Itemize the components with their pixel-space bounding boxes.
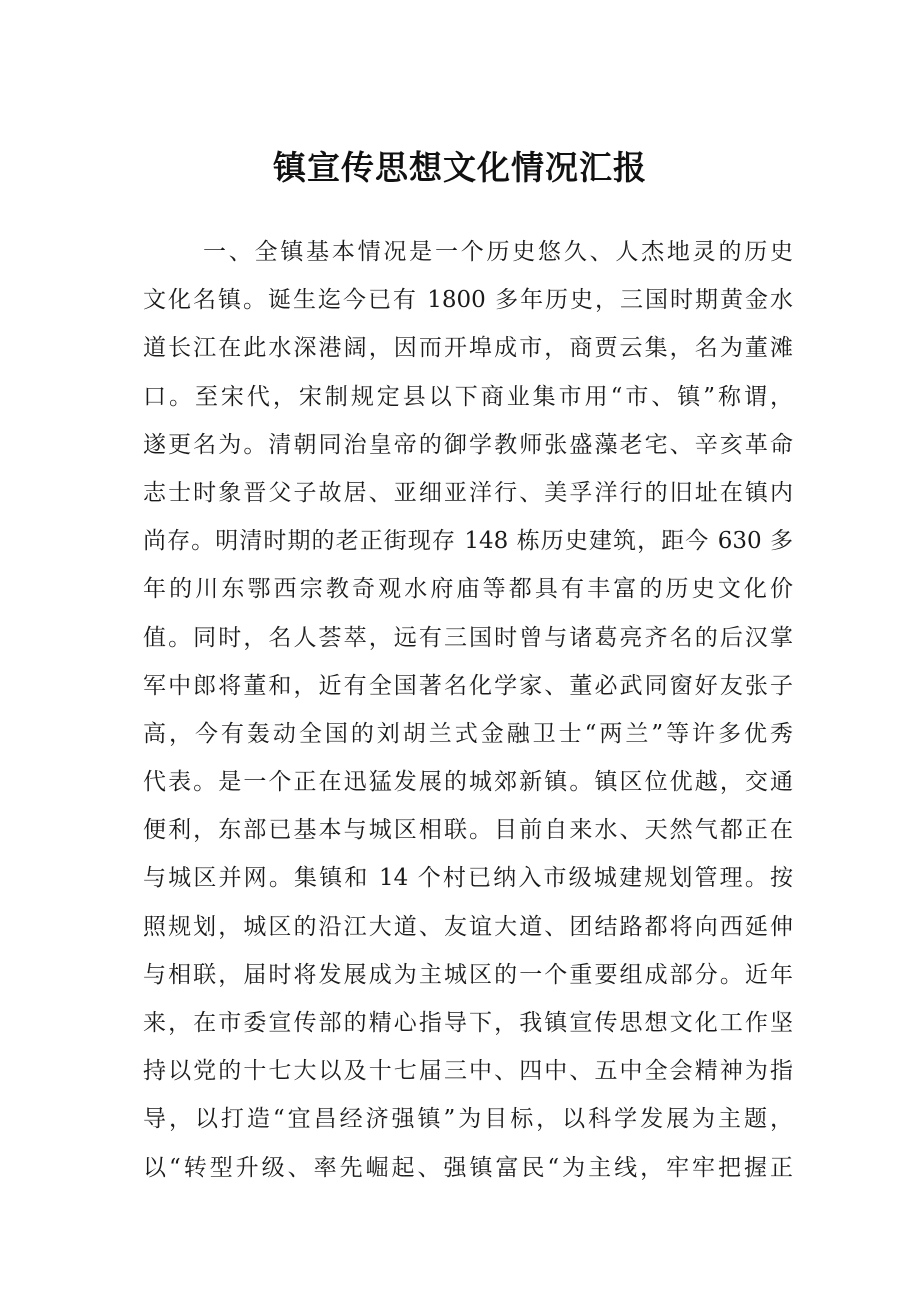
text-line: 持以党的十七大以及十七届三中、四中、五中全会精神为指: [143, 1058, 793, 1085]
text-line: 值。同时，名人荟萃，远有三国时曾与诸葛亮齐名的后汉掌: [143, 624, 793, 651]
text-line: 以“转型升级、率先崛起、强镇富民“为主线，牢牢把握正: [143, 1154, 793, 1181]
text-line: 口。至宋代，宋制规定县以下商业集市用“市、镇”称谓，: [143, 383, 793, 410]
text-line: 高，今有轰动全国的刘胡兰式金融卫士“两兰”等许多优秀: [143, 720, 793, 747]
text-line: 导，以打造“宜昌经济强镇”为目标，以科学发展为主题，: [143, 1106, 793, 1133]
text-line: 尚存。明清时期的老正街现存 148 栋历史建筑，距今 630 多: [143, 528, 793, 555]
text-line: 与城区并网。集镇和 14 个村已纳入市级城建规划管理。按: [143, 865, 793, 892]
text-line: 年的川东鄂西宗教奇观水府庙等都具有丰富的历史文化价: [143, 576, 793, 603]
text-line: 遂更名为。清朝同治皇帝的御学教师张盛藻老宅、辛亥革命: [143, 431, 793, 458]
document-body: [143, 228, 793, 1192]
text-line: 便利，东部已基本与城区相联。目前自来水、天然气都正在: [143, 817, 793, 844]
text-line: 文化名镇。诞生迄今已有 1800 多年历史，三国时期黄金水: [143, 287, 793, 314]
text-line: 与相联，届时将发展成为主城区的一个重要组成部分。近年: [143, 961, 793, 988]
text-line: 军中郎将董和，近有全国著名化学家、董必武同窗好友张子: [143, 672, 793, 699]
text-line: 代表。是一个正在迅猛发展的城郊新镇。镇区位优越，交通: [143, 769, 793, 796]
text-line: 志士时象晋父子故居、亚细亚洋行、美孚洋行的旧址在镇内: [143, 479, 793, 506]
text-line: 照规划，城区的沿江大道、友谊大道、团结路都将向西延伸: [143, 913, 793, 940]
text-line: 一、全镇基本情况是一个历史悠久、人杰地灵的历史: [203, 239, 793, 265]
text-line: 来，在市委宣传部的精心指导下，我镇宣传思想文化工作坚: [143, 1010, 793, 1036]
document-title: 镇宣传思想文化情况汇报: [273, 148, 647, 187]
text-line: 道长江在此水深港阔，因而开埠成市，商贾云集，名为董滩: [143, 335, 793, 362]
